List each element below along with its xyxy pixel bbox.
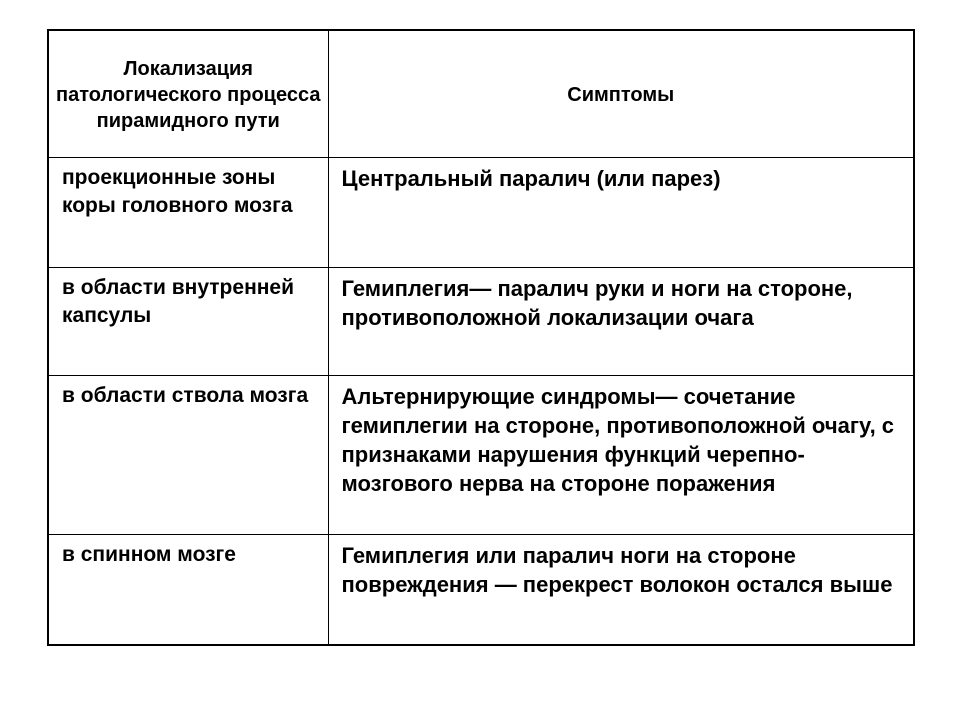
table-header-row <box>48 30 914 157</box>
row-symptoms: Гемиплегия— паралич руки и ноги на стороне, противоположной локализации очага <box>328 267 914 375</box>
row-location: в спинном мозге <box>48 534 328 645</box>
header-location: Локализация патологического процесса пирамидного пути <box>48 30 328 157</box>
header-symptoms: Симптомы <box>328 30 914 157</box>
table-row <box>48 534 914 645</box>
row-location: проекционные зоны коры головного мозга <box>48 157 328 267</box>
table-row <box>48 267 914 375</box>
table-row <box>48 375 914 534</box>
table-row <box>48 157 914 267</box>
row-location: в области внутренней капсулы <box>48 267 328 375</box>
row-location: в области ствола мозга <box>48 375 328 534</box>
row-symptoms: Центральный паралич (или парез) <box>328 157 914 267</box>
row-symptoms: Альтернирующие синдромы— сочетание гемиплегии на стороне, противоположной очагу, с признаками нарушения функций черепно-мозгового нерва на стороне поражения <box>328 375 914 534</box>
symptoms-table <box>47 29 915 646</box>
row-symptoms: Гемиплегия или паралич ноги на стороне повреждения — перекрест волокон остался выше <box>328 534 914 645</box>
